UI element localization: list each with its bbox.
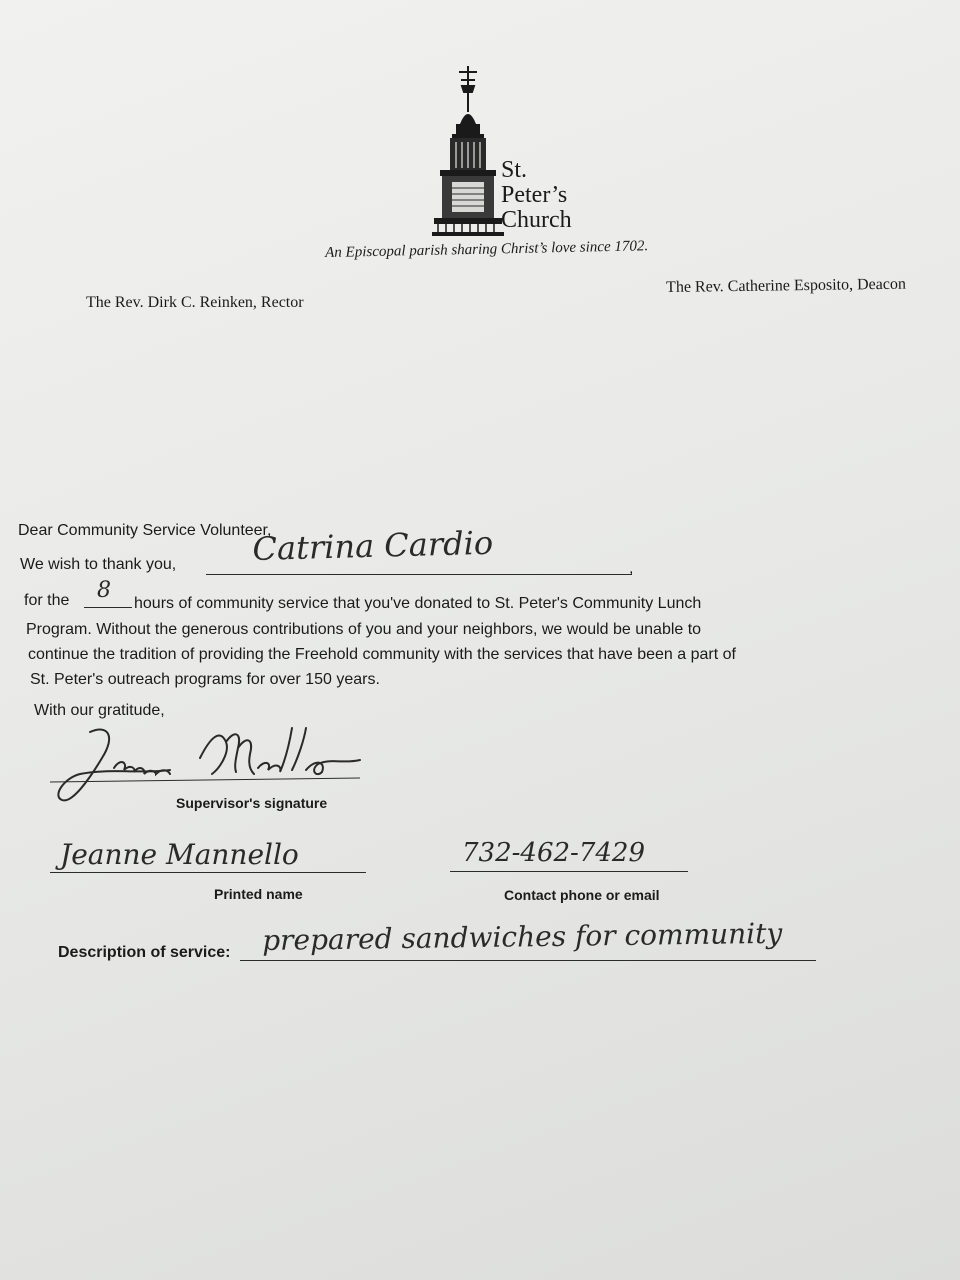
rector-name: The Rev. Dirk C. Reinken, Rector bbox=[86, 294, 304, 311]
church-name-line: St. bbox=[501, 157, 528, 183]
church-name-line: Peter’s bbox=[501, 182, 568, 208]
volunteer-name-line bbox=[206, 574, 632, 575]
thank-prefix: We wish to thank you, bbox=[20, 556, 177, 573]
volunteer-name: Catrina Cardio bbox=[252, 523, 494, 568]
church-tower-icon bbox=[432, 64, 504, 236]
printed-name-value: Jeanne Mannello bbox=[60, 838, 299, 871]
contact-value: 732-462-7429 bbox=[462, 838, 645, 868]
closing: With our gratitude, bbox=[34, 702, 165, 719]
hours-suffix: hours of community service that you've donated to St. Peter's Community Lunch bbox=[134, 595, 702, 612]
greeting: Dear Community Service Volunteer, bbox=[18, 522, 272, 539]
description-line bbox=[240, 960, 816, 961]
description-value: prepared sandwiches for community bbox=[262, 916, 783, 957]
contact-caption: Contact phone or email bbox=[504, 887, 660, 903]
hours-prefix: for the bbox=[24, 592, 70, 609]
signature-caption: Supervisor's signature bbox=[176, 795, 328, 811]
tagline: An Episcopal parish sharing Christ’s love since 1702. bbox=[325, 238, 649, 261]
printed-name-line bbox=[50, 872, 366, 873]
contact-line bbox=[450, 871, 688, 872]
body-line: St. Peter's outreach programs for over 150 years. bbox=[30, 671, 380, 688]
body-line: continue the tradition of providing the Freehold community with the services that have been a part of bbox=[28, 646, 736, 663]
printed-name-caption: Printed name bbox=[214, 886, 303, 902]
thank-suffix: , bbox=[629, 560, 634, 577]
church-name bbox=[501, 158, 611, 233]
body-line: Program. Without the generous contributions of you and your neighbors, we would be unable to bbox=[26, 621, 702, 638]
description-label: Description of service: bbox=[58, 944, 231, 961]
hours-value: 8 bbox=[97, 578, 111, 603]
hours-line bbox=[84, 607, 132, 608]
deacon-name: The Rev. Catherine Esposito, Deacon bbox=[666, 275, 906, 296]
church-name-line: Church bbox=[501, 207, 572, 233]
